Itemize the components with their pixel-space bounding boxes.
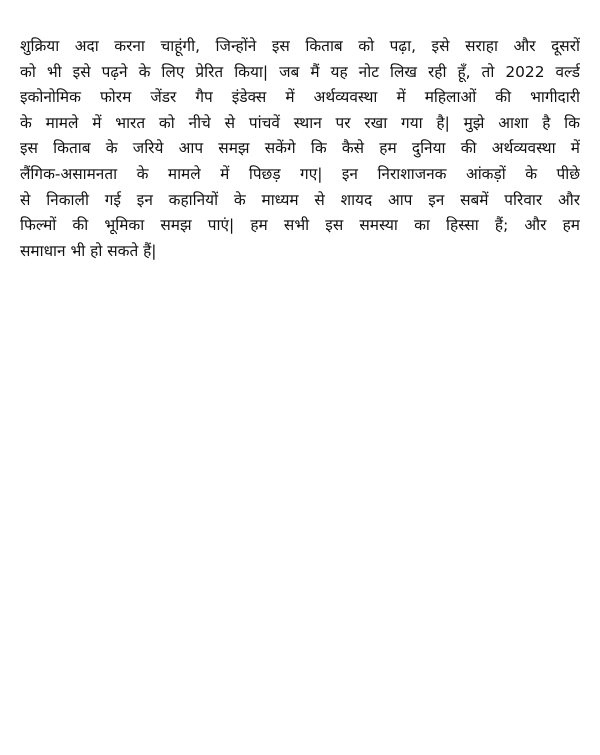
paragraph bbox=[20, 34, 580, 264]
text-line: समाधान भी हो सकते हैं| bbox=[20, 241, 157, 260]
text-line: से निकाली गई इन कहानियों के माध्यम से शायद आप इन सबमें परिवार और bbox=[20, 190, 580, 209]
text-line: लैंगिक-असामनता के मामले में पिछड़ गए| इन निराशाजनक आंकड़ों के पीछे bbox=[20, 164, 580, 183]
text-line: शुक्रिया अदा करना चाहूंगी, जिन्होंने इस किताब को पढ़ा, इसे सराहा और दूसरों bbox=[20, 37, 580, 55]
text-line: इस किताब के जरिये आप समझ सकेंगे कि कैसे हम दुनिया की अर्थव्यवस्था में bbox=[20, 139, 580, 158]
text-line: के मामले में भारत को नीचे से पांचवें स्थान पर रखा गया है| मुझे आशा है कि bbox=[20, 113, 580, 132]
text-line: इकोनोमिक फोरम जेंडर गैप इंडेक्स में अर्थव्यवस्था में महिलाओं की भागीदारी bbox=[20, 88, 580, 107]
text-line: फिल्मों की भूमिका समझ पाएं| हम सभी इस समस्या का हिस्सा हैं; और हम bbox=[20, 216, 580, 235]
text-line: को भी इसे पढ़ने के लिए प्रेरित किया| जब मैं यह नोट लिख रही हूँ, तो 2022 वर्ल्ड bbox=[20, 62, 580, 81]
